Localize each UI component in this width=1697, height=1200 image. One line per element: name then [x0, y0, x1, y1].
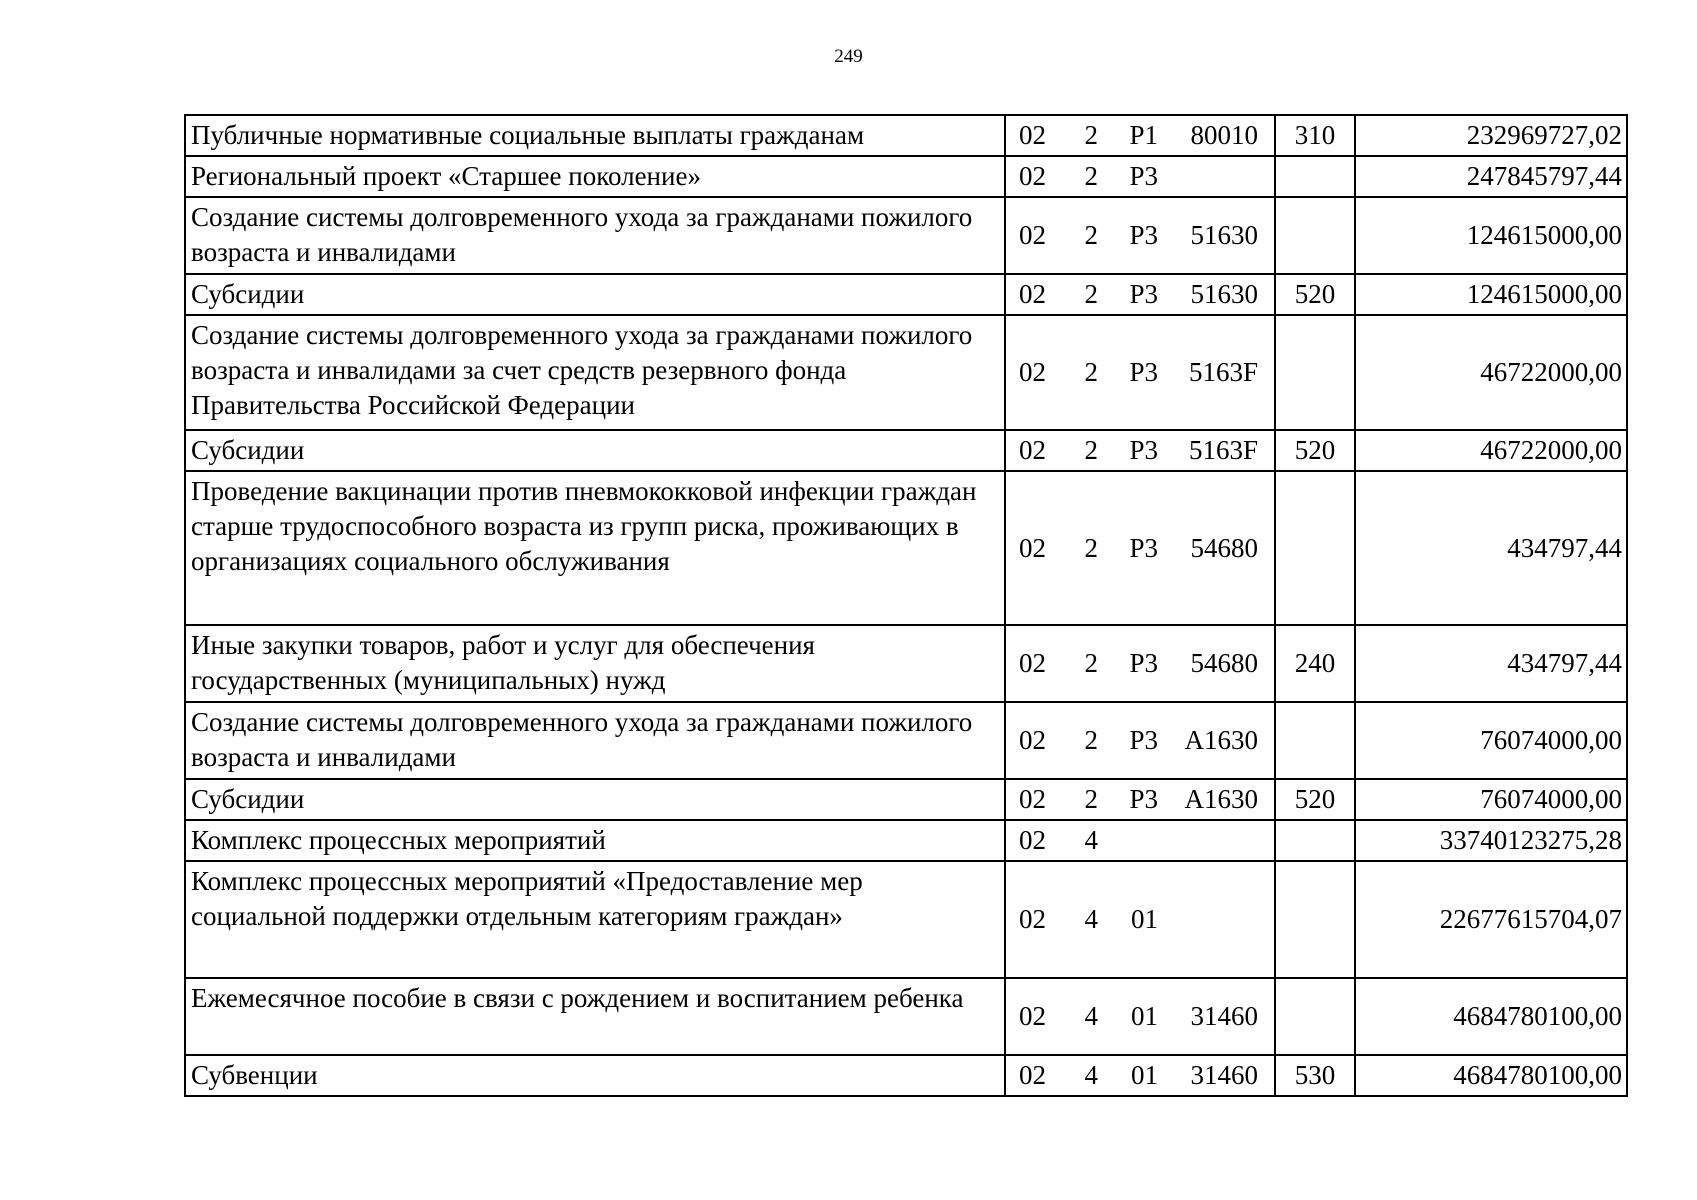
row-name-cell: Создание системы долговременного ухода за гражданами пожилого возраста и инвалидами [185, 702, 1005, 779]
row-expense-type-cell: 530 [1275, 1055, 1355, 1096]
row-amount-cell: 434797,44 [1355, 625, 1627, 702]
code-part-c2: 2 [1084, 120, 1098, 150]
row-code-cell [1005, 274, 1275, 315]
code-part-c3: P3 [1129, 435, 1158, 465]
row-code-cell [1005, 315, 1275, 430]
code-part-c1: 02 [1019, 279, 1046, 309]
row-amount-cell: 46722000,00 [1355, 430, 1627, 471]
row-code-parts [1006, 118, 1274, 153]
code-part-c1: 02 [1019, 161, 1046, 191]
code-part-c1: 02 [1019, 1060, 1046, 1090]
code-part-c4: 51630 [1190, 279, 1258, 309]
code-part-c3: P3 [1129, 161, 1158, 191]
code-part-c4: 54680 [1190, 532, 1258, 563]
row-amount-cell: 76074000,00 [1355, 779, 1627, 820]
row-code-parts [1006, 1058, 1274, 1093]
code-part-c2: 2 [1084, 357, 1098, 387]
table-row [185, 115, 1627, 156]
code-part-c3: 01 [1131, 1060, 1158, 1090]
row-name-cell: Субсидии [185, 779, 1005, 820]
code-part-c2: 2 [1084, 532, 1098, 563]
row-code-cell [1005, 1055, 1275, 1096]
code-part-c1: 02 [1019, 435, 1046, 465]
table-row [185, 625, 1627, 702]
row-name-cell: Создание системы долговременного ухода за гражданами пожилого возраста и инвалидами [185, 197, 1005, 274]
table-row [185, 315, 1627, 430]
row-code-cell [1005, 430, 1275, 471]
table-row [185, 779, 1627, 820]
code-part-c3: P1 [1129, 120, 1158, 150]
row-amount-cell: 46722000,00 [1355, 315, 1627, 430]
row-code-cell [1005, 197, 1275, 274]
code-part-c2: 4 [1084, 904, 1098, 934]
code-part-c1: 02 [1019, 220, 1046, 250]
row-name-cell: Иные закупки товаров, работ и услуг для обеспечения государственных (муниципальных) нужд [185, 625, 1005, 702]
code-part-c3: P3 [1129, 725, 1158, 755]
row-expense-type-cell: 310 [1275, 115, 1355, 156]
row-code-parts [1006, 646, 1274, 681]
code-part-c1: 02 [1019, 784, 1046, 814]
budget-table-body [185, 115, 1627, 1096]
code-part-c4: А1630 [1184, 725, 1258, 755]
row-expense-type-cell: 520 [1275, 274, 1355, 315]
row-code-parts [1006, 782, 1274, 817]
row-code-cell [1005, 779, 1275, 820]
row-name-cell: Региональный проект «Старшее поколение» [185, 156, 1005, 197]
row-code-cell [1005, 156, 1275, 197]
code-part-c4: 5163F [1188, 357, 1258, 387]
row-code-cell [1005, 625, 1275, 702]
row-code-parts [1006, 723, 1274, 758]
row-amount-cell: 22677615704,07 [1355, 861, 1627, 978]
table-row [185, 156, 1627, 197]
row-amount-cell: 124615000,00 [1355, 274, 1627, 315]
code-part-c4: 80010 [1190, 120, 1258, 150]
table-row [185, 820, 1627, 861]
code-part-c3: P3 [1129, 532, 1158, 563]
code-part-c3: P3 [1129, 220, 1158, 250]
row-name-cell: Субсидии [185, 430, 1005, 471]
row-name-cell: Субсидии [185, 274, 1005, 315]
row-code-parts [1006, 999, 1274, 1034]
row-code-parts [1006, 902, 1274, 937]
row-expense-type-cell [1275, 702, 1355, 779]
row-name-cell: Комплекс процессных мероприятий «Предоставление мер социальной поддержки отдельным категориям граждан» [185, 861, 1005, 978]
code-part-c1: 02 [1019, 825, 1046, 855]
row-code-cell [1005, 115, 1275, 156]
row-code-parts [1006, 159, 1274, 194]
row-name-cell: Ежемесячное пособие в связи с рождением и воспитанием ребенка [185, 978, 1005, 1055]
row-amount-cell: 124615000,00 [1355, 197, 1627, 274]
code-part-c3: P3 [1129, 784, 1158, 814]
row-name-cell: Создание системы долговременного ухода за гражданами пожилого возраста и инвалидами за счет средств резервного фонда Правительства Российской Федерации [185, 315, 1005, 430]
row-amount-cell: 4684780100,00 [1355, 1055, 1627, 1096]
code-part-c1: 02 [1019, 532, 1046, 563]
row-name-cell: Субвенции [185, 1055, 1005, 1096]
row-code-parts [1006, 277, 1274, 312]
row-name-cell: Публичные нормативные социальные выплаты гражданам [185, 115, 1005, 156]
row-amount-cell: 4684780100,00 [1355, 978, 1627, 1055]
code-part-c3: P3 [1129, 279, 1158, 309]
row-code-parts [1006, 355, 1274, 390]
code-part-c1: 02 [1019, 120, 1046, 150]
row-code-cell [1005, 861, 1275, 978]
code-part-c4: 54680 [1190, 648, 1258, 678]
code-part-c2: 2 [1084, 435, 1098, 465]
row-name-cell: Проведение вакцинации против пневмококковой инфекции граждан старше трудоспособного возраста из групп риска, проживающих в организациях социального обслуживания [185, 471, 1005, 625]
table-row [185, 978, 1627, 1055]
code-part-c4: А1630 [1184, 784, 1258, 814]
code-part-c2: 2 [1084, 220, 1098, 250]
code-part-c4: 31460 [1190, 1001, 1258, 1031]
code-part-c2: 2 [1084, 648, 1098, 678]
row-expense-type-cell [1275, 315, 1355, 430]
row-amount-cell: 76074000,00 [1355, 702, 1627, 779]
code-part-c4: 5163F [1188, 435, 1258, 465]
code-part-c1: 02 [1019, 725, 1046, 755]
code-part-c3: 01 [1131, 904, 1158, 934]
code-part-c3: P3 [1129, 648, 1158, 678]
table-row [185, 430, 1627, 471]
code-part-c4: 51630 [1190, 220, 1258, 250]
row-code-cell [1005, 978, 1275, 1055]
page-number: 249 [834, 46, 863, 67]
row-expense-type-cell [1275, 471, 1355, 625]
table-row [185, 861, 1627, 978]
code-part-c1: 02 [1019, 1001, 1046, 1031]
row-code-parts [1006, 531, 1274, 566]
code-part-c2: 4 [1084, 1001, 1098, 1031]
row-expense-type-cell: 520 [1275, 430, 1355, 471]
row-amount-cell: 232969727,02 [1355, 115, 1627, 156]
code-part-c1: 02 [1019, 648, 1046, 678]
row-code-cell [1005, 702, 1275, 779]
table-row [185, 197, 1627, 274]
row-expense-type-cell [1275, 820, 1355, 861]
row-expense-type-cell [1275, 861, 1355, 978]
table-row [185, 274, 1627, 315]
row-expense-type-cell: 240 [1275, 625, 1355, 702]
table-row [185, 702, 1627, 779]
row-expense-type-cell [1275, 197, 1355, 274]
row-code-cell [1005, 820, 1275, 861]
code-part-c2: 2 [1084, 725, 1098, 755]
code-part-c3: 01 [1131, 1001, 1158, 1031]
code-part-c1: 02 [1019, 357, 1046, 387]
code-part-c2: 2 [1084, 784, 1098, 814]
row-name-cell: Комплекс процессных мероприятий [185, 820, 1005, 861]
row-code-parts [1006, 218, 1274, 253]
row-amount-cell: 247845797,44 [1355, 156, 1627, 197]
row-amount-cell: 434797,44 [1355, 471, 1627, 625]
row-expense-type-cell [1275, 156, 1355, 197]
code-part-c4: 31460 [1190, 1060, 1258, 1090]
row-expense-type-cell [1275, 978, 1355, 1055]
table-row [185, 1055, 1627, 1096]
row-code-parts [1006, 823, 1274, 858]
row-code-cell [1005, 471, 1275, 625]
budget-table [184, 114, 1628, 1097]
code-part-c2: 2 [1084, 161, 1098, 191]
code-part-c2: 4 [1084, 1060, 1098, 1090]
row-amount-cell: 33740123275,28 [1355, 820, 1627, 861]
code-part-c2: 2 [1084, 279, 1098, 309]
code-part-c1: 02 [1019, 904, 1046, 934]
code-part-c3: P3 [1129, 357, 1158, 387]
table-row [185, 471, 1627, 625]
code-part-c2: 4 [1084, 825, 1098, 855]
row-expense-type-cell: 520 [1275, 779, 1355, 820]
row-code-parts [1006, 433, 1274, 468]
